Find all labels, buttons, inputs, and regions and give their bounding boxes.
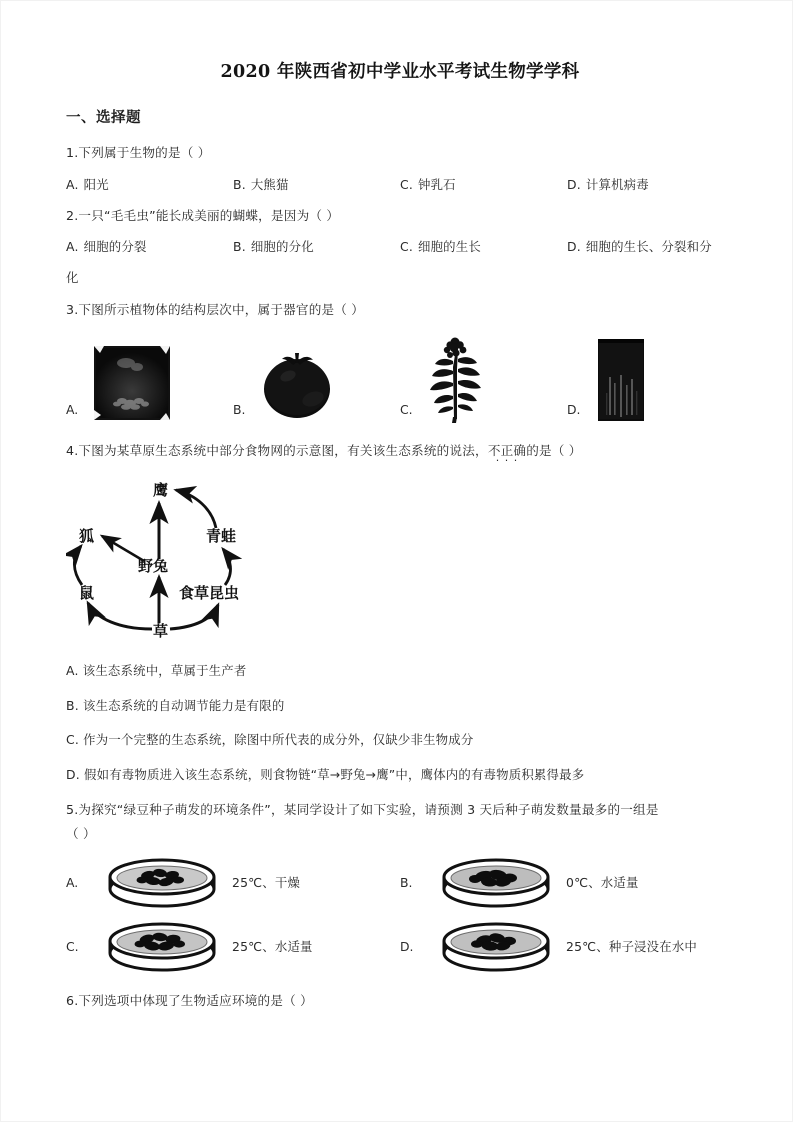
petri-row-ab — [66, 855, 734, 909]
option-b[interactable] — [400, 855, 734, 909]
option-a[interactable] — [66, 237, 233, 256]
option-b[interactable] — [233, 237, 400, 256]
option-condition: 25℃、干燥 — [232, 875, 301, 891]
option-d[interactable] — [66, 765, 734, 785]
edge-grass-mouse — [88, 603, 152, 629]
petri-dish-a-icon — [100, 855, 224, 909]
edge-mouse-fox — [74, 546, 82, 585]
option-condition: 25℃、水适量 — [232, 939, 313, 955]
option-text: 钟乳石 — [418, 176, 456, 192]
option-b[interactable] — [66, 696, 734, 716]
option-text: 细胞的生长、分裂和分 — [585, 239, 712, 255]
question-block-q3 — [66, 300, 734, 424]
option-a[interactable] — [66, 855, 400, 909]
option-a[interactable] — [66, 331, 233, 423]
node-label-mouse: 鼠 — [79, 583, 95, 602]
node-label-grass: 草 — [153, 621, 169, 640]
option-label: B. — [233, 176, 246, 192]
question-block-q1 — [66, 143, 734, 194]
question-stem: 1.下列属于生物的是（ ） — [66, 145, 211, 160]
edge-insect-frog — [223, 549, 231, 585]
question-stem: 3.下图所示植物体的结构层次中，属于器官的是（ ） — [66, 301, 365, 317]
node-label-insect: 食草昆虫 — [179, 583, 240, 602]
stem-emphasis: 不正确 · · · — [488, 441, 526, 461]
option-condition: 25℃、种子浸没在水中 — [566, 939, 698, 955]
option-label: B. — [66, 697, 79, 713]
page-title: 2020 年陕西省初中学业水平考试生物学学科 — [220, 62, 580, 82]
food-web-diagram — [66, 473, 734, 645]
option-label: C. — [66, 732, 79, 748]
option-label: A. — [66, 402, 79, 418]
node-label-hare: 野兔 — [138, 556, 169, 575]
option-text: 细胞的生长 — [418, 239, 481, 255]
option-label: A. — [66, 176, 79, 192]
question-stem: 6.下列选项中体现了生物适应环境的是（ ） — [66, 993, 313, 1009]
option-d-continuation: 化 — [66, 270, 79, 286]
option-label: D. — [567, 402, 581, 418]
option-a[interactable] — [66, 661, 734, 681]
option-text: 大熊猫 — [250, 176, 289, 192]
edge-hare-fox — [102, 536, 144, 561]
option-d[interactable] — [400, 919, 734, 973]
node-label-fox: 狐 — [79, 526, 95, 545]
option-d[interactable] — [567, 175, 734, 194]
option-a[interactable] — [66, 175, 233, 194]
option-text: 阳光 — [83, 176, 109, 192]
question-block-q4 — [66, 441, 734, 785]
option-c[interactable] — [400, 237, 567, 256]
option-d[interactable] — [567, 237, 734, 256]
option-c[interactable] — [66, 919, 400, 973]
option-label: B. — [233, 402, 246, 418]
option-label: B. — [233, 239, 246, 255]
edge-grass-insect — [170, 605, 218, 629]
option-text: 细胞的分化 — [250, 239, 314, 255]
option-row — [66, 175, 734, 194]
question-block-q5 — [66, 800, 734, 973]
option-c[interactable] — [400, 331, 567, 423]
option-label: A. — [66, 239, 79, 255]
option-text: 计算机病毒 — [585, 176, 649, 192]
stem-cross-section-figure — [590, 335, 652, 423]
question-stem-line1: 5.为探究“绿豆种子萌发的环境条件”，某同学设计了如下实验，请预测 3 天后种子萌发数量最多的一组是 — [66, 802, 659, 818]
option-label: D. — [567, 176, 581, 192]
option-c[interactable] — [66, 730, 734, 750]
petri-row-cd — [66, 919, 734, 973]
option-text: 该生态系统中，草属于生产者 — [82, 662, 247, 678]
option-label: D. — [66, 767, 80, 783]
node-label-eagle: 鹰 — [153, 480, 169, 499]
stem-prefix: 4.下图为某草原生态系统中部分食物网的示意图，有关该生态系统的说法， — [66, 443, 488, 459]
tomato-fruit-figure — [255, 343, 339, 423]
option-label: C. — [400, 176, 413, 192]
edge-frog-eagle — [176, 490, 216, 528]
option-b[interactable] — [233, 175, 400, 194]
petri-dish-d-icon — [434, 919, 558, 973]
page-content — [66, 58, 734, 1023]
option-text: 细胞的分裂 — [83, 239, 147, 255]
option-label: A. — [66, 662, 79, 678]
cell-tissue-micrograph-figure — [88, 341, 176, 423]
question-block-q6 — [66, 991, 734, 1011]
option-label: D. — [567, 239, 581, 255]
node-label-frog: 青蛙 — [206, 526, 237, 545]
option-stack — [66, 661, 734, 785]
option-label: A. — [66, 874, 79, 890]
question-stem — [66, 441, 734, 461]
question-stem: 2.一只“毛毛虫”能长成美丽的蝴蝶，是因为（ ） — [66, 207, 340, 223]
petri-dish-b-icon — [434, 855, 558, 909]
section-heading: 一、选择题 — [66, 110, 141, 126]
option-text: 该生态系统的自动调节能力是有限的 — [82, 697, 285, 713]
question-stem-line2: （ ） — [66, 825, 96, 841]
stem-suffix: 的是（ ） — [526, 443, 582, 459]
option-text: 假如有毒物质进入该生态系统，则食物链“草→野兔→鹰”中，鹰体内的有毒物质积累得最多 — [84, 767, 585, 783]
option-text: 作为一个完整的生态系统，除图中所代表的成分外，仅缺少非生物成分 — [83, 732, 474, 748]
whole-plant-figure — [423, 333, 489, 423]
option-label: C. — [66, 938, 79, 954]
food-web-svg — [66, 473, 336, 645]
petri-dish-c-icon — [100, 919, 224, 973]
option-d[interactable] — [567, 331, 734, 423]
option-b[interactable] — [233, 331, 400, 423]
figure-option-row — [66, 331, 734, 423]
question-block-q2 — [66, 206, 734, 288]
option-label: C. — [400, 402, 413, 418]
option-label: D. — [400, 938, 414, 954]
option-label: C. — [400, 239, 413, 255]
option-c[interactable] — [400, 175, 567, 194]
option-row — [66, 237, 734, 256]
option-condition: 0℃、水适量 — [566, 875, 639, 891]
option-label: B. — [400, 874, 413, 890]
